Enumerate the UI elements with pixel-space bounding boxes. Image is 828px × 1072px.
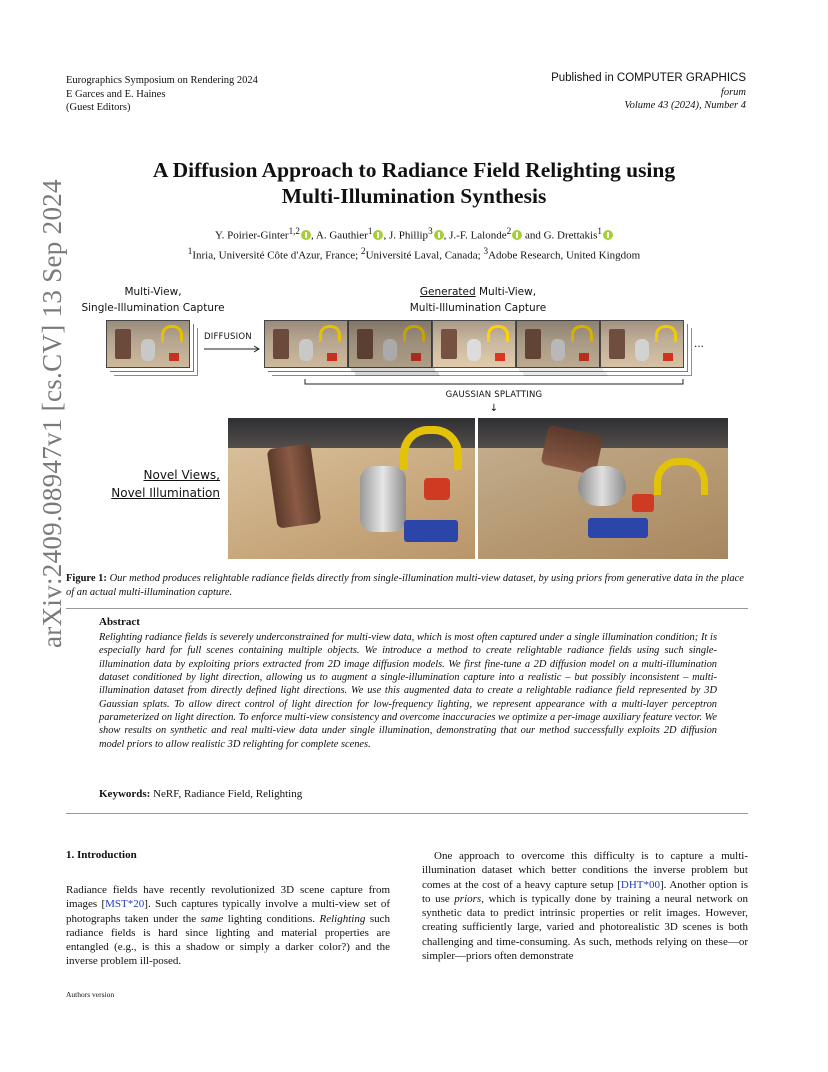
affiliations <box>60 244 768 264</box>
text-run: One approach to overcome this difficulty is to capture a multi-illumination dataset which better conditions the inverse problem but comes at the cost of a heavy capture setup [ <box>422 850 748 891</box>
diffusion-arrow-icon <box>202 344 264 354</box>
text-run: Radiance fields have recently revolutionized 3D scene capture from images [ <box>66 884 390 911</box>
orcid-icon[interactable] <box>434 230 444 240</box>
author-affil: 1,2 <box>288 226 301 236</box>
citation-link[interactable]: DHT*00 <box>620 878 660 891</box>
divider <box>66 608 748 609</box>
arxiv-stamp: arXiv:2409.08947v1 [cs.CV] 13 Sep 2024 <box>37 179 67 648</box>
author-affil: 1 <box>367 226 373 236</box>
affil-number: 1 <box>187 245 193 256</box>
affiliation: Adobe Research, United Kingdom <box>488 249 641 262</box>
novel-label-line-1: Novel Views, <box>143 468 220 482</box>
venue-name: Eurographics Symposium on Rendering 2024 <box>66 75 258 86</box>
orcid-icon[interactable] <box>301 230 311 240</box>
novel-view-image <box>478 418 728 559</box>
splat-label: GAUSSIAN SPLATTING <box>445 390 543 400</box>
author-name: J.-F. Lalonde <box>449 229 507 242</box>
author-and: and <box>524 229 541 242</box>
generated-image <box>516 320 600 368</box>
editors: E Garces and E. Haines <box>66 88 166 100</box>
text-run: such radiance fields is hard since lighting and material properties are entangled (e.g., is this a shadow or simply a darker color?) and the inverse problem ill-posed. <box>66 912 390 968</box>
output-label-line-2: Multi-Illumination Capture <box>409 302 547 314</box>
input-label <box>78 284 228 316</box>
output-label <box>378 284 578 316</box>
divider <box>66 813 748 814</box>
affiliation: Université Laval, Canada; <box>365 249 481 262</box>
intro-paragraph-left <box>66 883 390 969</box>
text-run: ]. Such captures typically involve a multi-view set of photographs taken under the <box>66 898 390 925</box>
abstract-body: Relighting radiance fields is severely underconstrained for multi-view data, which is most often captured under a single illumination condition; It is especially hard for full scenes containing multiple objects. We introduce a method to create relightable radiance fields using such single-illumination data by exploiting priors extracted from 2D image diffusion models. We first fine-tune a 2D diffusion model on a multi-illumination dataset conditioned by light direction, allowing us to augment a single-illumination capture into a realistic – but possibly inconsistent – multi-illumination dataset from directly defined light directions. We use this augmented data to create a relightable radiance field represented by 3D Gaussian splats. To allow direct control of light direction for low-frequency lighting, we represent appearance with a multi-layer perceptron parameterized on light direction. To enforce multi-view consistency and overcome inaccuracies we optimize a per-image auxiliary feature vector. We show results on synthetic and real multi-view data under single illumination, demonstrating that our method successfully exploits 2D diffusion model priors to allow realistic 3D relighting for complete scenes. <box>99 632 717 750</box>
generated-word: Generated <box>419 286 476 298</box>
keywords <box>99 788 302 800</box>
input-label-line-2: Single-Illumination Capture <box>81 302 225 314</box>
novel-views-label <box>98 466 220 502</box>
author-affil: 2 <box>506 226 512 236</box>
diffusion-label: DIFFUSION <box>204 332 252 342</box>
author-name: A. Gauthier <box>315 229 368 242</box>
affiliation: Inria, Université Côte d'Azur, France; <box>192 249 359 262</box>
generated-image <box>432 320 516 368</box>
teaser-figure <box>78 282 750 562</box>
author-affil: 3 <box>428 226 433 236</box>
title-line-2: Multi-Illumination Synthesis <box>281 184 547 208</box>
orcid-icon[interactable] <box>512 230 522 240</box>
author-affil: 1 <box>597 226 602 236</box>
generated-image <box>348 320 432 368</box>
citation-link[interactable]: MST*20 <box>105 898 145 911</box>
novel-view-image <box>228 418 475 559</box>
author-name: Y. Poirier-Ginter <box>215 229 289 242</box>
text-run: ]. Another option is to use <box>422 878 748 905</box>
text-run: lighting conditions. <box>223 912 320 925</box>
input-label-line-1: Multi-View, <box>124 286 182 298</box>
down-arrow-icon: ↓ <box>489 403 499 414</box>
editors-role: (Guest Editors) <box>66 102 131 113</box>
intro-paragraph-right <box>422 849 748 963</box>
paper-title <box>60 157 768 209</box>
emphasis: same <box>200 912 224 925</box>
keywords-text: NeRF, Radiance Field, Relighting <box>150 788 303 800</box>
author-name: G. Drettakis <box>543 229 598 242</box>
author-list: Y. Poirier-Ginter$^{1,2}$ , A. Gauthier$^1$ , J. Phillip$^3$ , J.-F. Lalonde$^2$ and G. Drettakis$^1$ <box>60 224 768 244</box>
author-name: J. Phillip <box>388 229 429 242</box>
figure-caption <box>66 572 748 600</box>
novel-label-line-2: Novel Illumination <box>111 486 220 500</box>
input-image <box>106 320 190 368</box>
text-run: , which is typically done by training a neural network on synthetic data to predict intrinsic properties or relit images. However, creating sufficiently large, varied and photorealistic 3D scenes is both challenging and time-consuming. As such, methods relying on these—or simpler—priors often demonstrate <box>422 892 748 963</box>
orcid-icon[interactable] <box>373 230 383 240</box>
generated-image <box>264 320 348 368</box>
keywords-label: Keywords: <box>99 788 151 800</box>
author-block <box>60 224 768 263</box>
more-ellipsis: ... <box>694 338 705 350</box>
generated-image <box>600 320 684 368</box>
emphasis: priors <box>454 892 482 905</box>
orcid-icon[interactable] <box>603 230 613 240</box>
footer-note: Authors version <box>66 990 115 999</box>
journal-name: forum <box>720 86 746 98</box>
published-in: Published in COMPUTER GRAPHICS <box>551 72 746 84</box>
venue-info <box>66 74 258 115</box>
brace-icon <box>304 378 684 388</box>
section-heading: 1. Introduction <box>66 849 137 861</box>
affil-number: 2 <box>361 245 366 256</box>
title-line-1: A Diffusion Approach to Radiance Field Relighting using <box>152 158 676 182</box>
emphasis: Relighting <box>319 912 366 925</box>
caption-text: Our method produces relightable radiance fields directly from single-illumination multi-view dataset, by using priors from generative data in the place of an actual multi-illumination capture. <box>66 573 744 598</box>
abstract-title: Abstract <box>99 616 140 628</box>
caption-label: Figure 1: <box>66 573 107 584</box>
output-label-line-1 <box>378 284 578 300</box>
volume-info: Volume 43 (2024), Number 4 <box>624 100 746 111</box>
journal-info <box>551 72 746 113</box>
output-label-rest: Multi-View, <box>475 286 537 298</box>
affil-number: 3 <box>483 245 489 256</box>
